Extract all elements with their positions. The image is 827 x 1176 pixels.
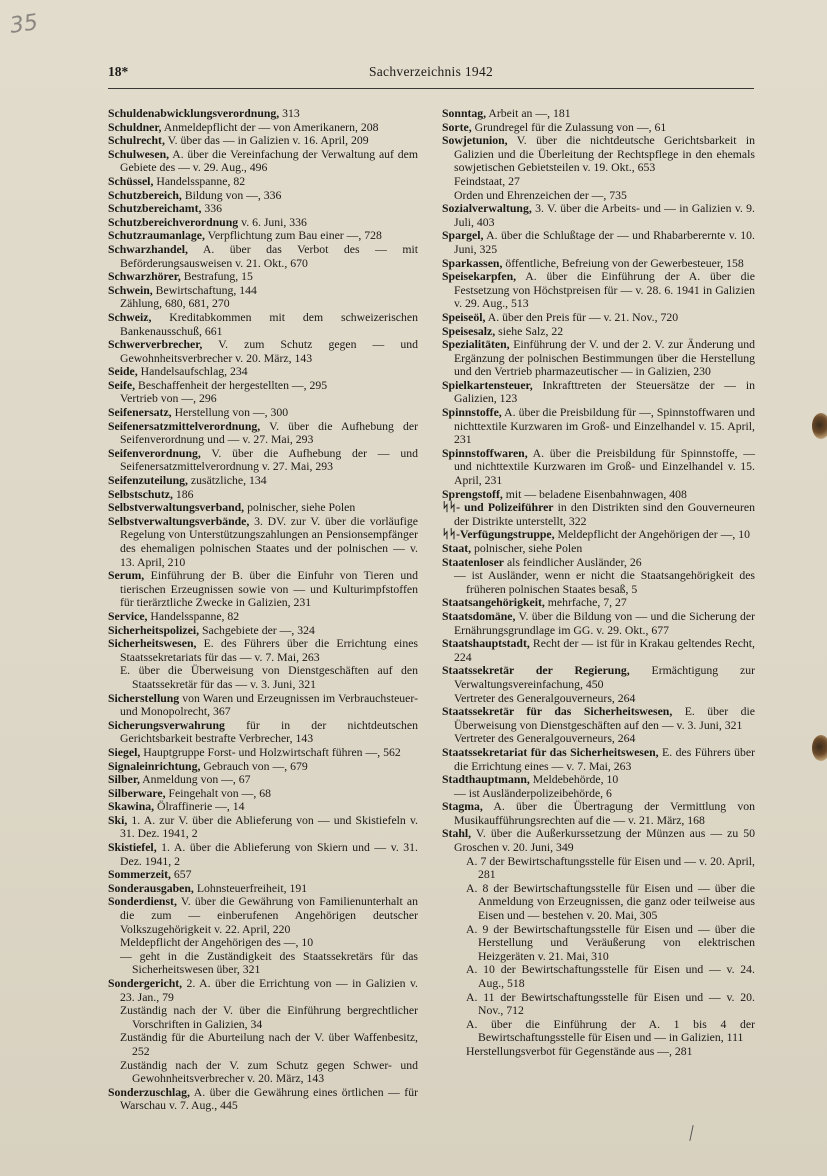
index-entry: [442, 528, 755, 542]
entry-keyword: Schuldner,: [108, 120, 162, 134]
index-entry: [442, 270, 755, 311]
entry-text: v. 6. Juni, 336: [238, 215, 307, 229]
entry-text: als feindlicher Ausländer, 26: [504, 555, 642, 569]
entry-text: Kreditabkommen mit dem schweizerischen Bankenausschuß, 661: [120, 310, 418, 338]
entry-text: V. zum Schutz gegen — und Gewohnheitsverbrecher v. 20. März, 143: [120, 338, 418, 365]
entry-keyword: Signaleinrichtung,: [108, 759, 201, 773]
entry-keyword: Sozialverwaltung,: [442, 202, 532, 216]
index-entry: [442, 406, 755, 447]
entry-text: für in der nichtdeutschen Gerichtsbarkeit bestrafte Verbrecher, 143: [120, 718, 418, 746]
index-subentry: Zuständig nach der V. über die Einführung bergrechtlicher Vorschriften in Galizien, 34: [120, 1004, 418, 1031]
entry-keyword: Selbstverwaltungsverband,: [108, 501, 245, 515]
entry-text: Bestrafung, 15: [180, 270, 253, 284]
entry-keyword: Staatsdomäne,: [442, 609, 516, 623]
entry-text: Ölraffinerie —, 14: [154, 800, 245, 814]
entry-keyword: Sonderdienst,: [108, 895, 177, 909]
index-subentry: Zählung, 680, 681, 270: [120, 297, 230, 311]
index-subentry: Vertrieb von —, 296: [120, 392, 217, 406]
entry-text: mit — beladene Eisenbahnwagen, 408: [502, 487, 687, 501]
index-entry: [442, 447, 755, 488]
entry-keyword: Staat,: [442, 542, 472, 555]
entry-text: E. über die Überweisung von Dienstgeschäften auf den — v. 3. Juni, 321: [454, 705, 755, 732]
entry-text: Bewirtschaftung, 144: [152, 283, 257, 297]
entry-keyword: Staatssekretär für das Sicherheitswesen,: [442, 705, 673, 719]
index-entry: [108, 501, 418, 515]
entry-text: 3. V. über die Arbeits- und — in Galizien v. 9. Juli, 403: [454, 202, 755, 229]
entry-text: Handelsaufschlag, 234: [137, 365, 248, 379]
entry-text: Anmeldepflicht der — von Amerikanern, 208: [161, 120, 379, 134]
entry-text: Meldepflicht der Angehörigen der —, 10: [554, 528, 751, 542]
index-entry: [108, 243, 418, 270]
index-entry: [108, 1086, 418, 1113]
entry-text: Ermächtigung zur Verwaltungsvereinfachung, 450: [454, 664, 755, 691]
index-entry: [442, 134, 755, 175]
entry-text: Handelsspanne, 82: [153, 174, 246, 188]
entry-keyword: Speiseöl,: [442, 310, 486, 324]
pencil-page-mark: 35: [8, 10, 40, 39]
index-subentry: Zuständig für die Aburteilung nach der V. über Waffenbesitz, 252: [120, 1031, 418, 1058]
entry-keyword: Stagma,: [442, 800, 483, 814]
index-entry: [108, 189, 418, 203]
entry-text: A. über die Übertragung der Vermittlung von Musikaufführungsrechten auf die — v. 21. März, 168: [454, 800, 755, 827]
entry-keyword: Staatssekretär der Regierung,: [442, 664, 630, 678]
index-entry: [442, 827, 755, 854]
entry-text: 336: [201, 202, 223, 216]
entry-text: Sachgebiete der —, 324: [199, 623, 315, 637]
index-entry: [108, 284, 418, 298]
header-rule: [108, 88, 754, 89]
entry-keyword: Sicherungsverwahrung: [108, 718, 225, 732]
index-column-left: [108, 107, 418, 1113]
index-entry: [442, 746, 755, 773]
index-entry: [442, 773, 755, 787]
entry-keyword: Schulrecht,: [108, 134, 165, 148]
entry-text: V. über das — in Galizien v. 16. April, 209: [164, 134, 369, 148]
entry-text: 1. A. zur V. über die Ablieferung von — und Skistiefeln v. 31. Dez. 1941, 2: [120, 813, 418, 841]
entry-keyword: Serum,: [108, 569, 145, 583]
index-entry: [108, 773, 418, 787]
entry-keyword: Spargel,: [442, 229, 484, 243]
index-entry: [442, 596, 755, 610]
index-entry: [442, 229, 755, 256]
entry-text: A. über die Preisbildung für Spinnstoffe, — und nichttextile Kurzwaren im Groß- und Einzelhandel v. 15. April, 231: [454, 446, 755, 488]
index-entry: [442, 556, 755, 570]
entry-keyword: Sonntag,: [442, 107, 487, 120]
index-entry: [108, 202, 418, 216]
index-subentry: Orden und Ehrenzeichen der —, 735: [454, 188, 627, 202]
entry-text: Handelsspanne, 82: [147, 609, 240, 623]
entry-keyword: Sparkassen,: [442, 256, 503, 270]
index-entry: [108, 134, 418, 148]
entry-text: siehe Salz, 22: [495, 324, 564, 338]
index-subentry: A. 8 der Bewirtschaftungsstelle für Eisen und — über die Anmeldung von Erzeugnissen, die ganz oder teilweise aus Eisen und — bestehen v. 20. Mai, 305: [466, 881, 755, 923]
index-entry: [108, 216, 418, 230]
entry-keyword: Schwarzhörer,: [108, 270, 181, 284]
index-entry: [442, 338, 755, 379]
entry-keyword: Seide,: [108, 365, 138, 379]
index-entry: [108, 882, 418, 896]
entry-keyword: Sommerzeit,: [108, 868, 171, 882]
index-entry: [442, 257, 755, 271]
index-entry: [108, 406, 418, 420]
entry-text: E. des Führers über die Errichtung eines Staatssekretariats für das — v. 7. Mai, 263: [120, 637, 418, 664]
entry-keyword: Staatshauptstadt,: [442, 637, 530, 651]
entry-text: Bildung von —, 336: [181, 188, 282, 202]
index-subentry: Herstellungsverbot für Gegenstände aus —, 281: [466, 1044, 693, 1058]
index-entry: [108, 800, 418, 814]
index-subentry: Meldepflicht der Angehörigen des —, 10: [120, 936, 314, 950]
entry-text: Beschaffenheit der hergestellten —, 295: [135, 378, 328, 392]
index-entry: [108, 637, 418, 664]
entry-text: Einführung der V. und der 2. V. zur Änderung und Ergänzung der polnischen Bestimmungen über die Herstellung und den Vertrieb pharmazeutischer — in Galizien, 230: [454, 338, 755, 379]
entry-text: 3. DV. zur V. über die vorläufige Regelung von Unterstützungszahlungen an Pensionsempfänger des ehemaligen polnischen Staates und der polnischen — v. 13. April, 210: [120, 514, 418, 569]
entry-text: mehrfache, 7, 27: [544, 596, 627, 610]
index-entry: [108, 311, 418, 338]
entry-text: in den Distrikten sind den Gouverneuren der Distrikte unterstellt, 322: [454, 501, 756, 528]
index-entry: [442, 800, 755, 827]
index-entry: [442, 610, 755, 637]
entry-text: polnischer, siehe Polen: [471, 542, 583, 555]
index-entry: [108, 175, 418, 189]
index-subentry: E. über die Überweisung von Dienstgeschäften auf den Staatssekretär für das — v. 3. Juni, 321: [120, 664, 418, 691]
index-entry: [108, 121, 418, 135]
punch-hole: [812, 413, 827, 439]
index-subentry: Feindstaat, 27: [454, 174, 520, 188]
entry-keyword: Speisekarpfen,: [442, 270, 517, 284]
entry-keyword: Skistiefel,: [108, 841, 157, 855]
entry-text: V. über die Außerkurssetzung der Münzen aus — zu 50 Groschen v. 20. Juni, 349: [454, 827, 755, 855]
index-entry: [108, 692, 418, 719]
entry-text: Hauptgruppe Forst- und Holzwirtschaft führen —, 562: [140, 745, 401, 759]
punch-hole: [812, 735, 827, 761]
entry-keyword: Schweiz,: [108, 310, 152, 324]
entry-text: öffentliche, Befreiung von der Gewerbesteuer, 158: [502, 256, 744, 270]
entry-keyword: Selbstverwaltungsverbände,: [108, 514, 250, 528]
entry-text: V. über die Aufhebung der Seifenverordnung und — v. 27. Mai, 293: [120, 419, 418, 447]
entry-text: A. über die Vereinfachung der Verwaltung auf dem Gebiete des — v. 29. Aug., 496: [120, 147, 418, 175]
index-entry: [108, 474, 418, 488]
entry-text: A. über das Verbot des — mit Beförderungsausweisen v. 21. Okt., 670: [120, 242, 418, 270]
index-entry: [442, 107, 755, 121]
index-entry: [442, 311, 755, 325]
entry-text: A. über die Schlußtage der — und Rhabarberernte v. 10. Juni, 325: [454, 229, 755, 256]
index-entry: [442, 637, 755, 664]
entry-keyword: Selbstschutz,: [108, 487, 173, 501]
entry-keyword: Schwerverbrecher,: [108, 338, 203, 352]
index-entry: [108, 787, 418, 801]
entry-keyword: Schwarzhandel,: [108, 242, 188, 256]
entry-keyword: Schwein,: [108, 283, 153, 297]
entry-keyword: Service,: [108, 609, 148, 623]
entry-keyword: Spinnstoffwaren,: [442, 446, 528, 460]
entry-text: 657: [170, 868, 192, 882]
entry-text: 186: [172, 487, 194, 501]
index-entry: [108, 515, 418, 569]
pencil-tick: [689, 1125, 693, 1141]
entry-text: zusätzliche, 134: [187, 474, 267, 488]
index-entry: [442, 501, 755, 528]
entry-text: A. über die Gewährung eines örtlichen — für Warschau v. 7. Aug., 445: [120, 1085, 418, 1113]
entry-keyword: Schüssel,: [108, 174, 154, 188]
entry-text: Feingehalt von —, 68: [165, 786, 271, 800]
entry-keyword: Staatsangehörigkeit,: [442, 596, 545, 610]
index-entry: [108, 569, 418, 610]
index-entry: [442, 705, 755, 732]
entry-keyword: Silber,: [108, 773, 140, 787]
index-subentry: A. 11 der Bewirtschaftungsstelle für Eisen und — v. 20. Nov., 712: [466, 990, 755, 1018]
index-subentry: Vertreter des Generalgouverneurs, 264: [454, 691, 636, 705]
page-header: [108, 64, 754, 84]
entry-text: Recht der — ist für in Krakau geltendes Recht, 224: [454, 637, 755, 664]
page-number: 18*: [108, 64, 129, 79]
entry-keyword: Stahl,: [442, 827, 472, 841]
entry-keyword: Seifenverordnung,: [108, 446, 201, 460]
entry-keyword: Schutzbereichverordnung: [108, 215, 239, 229]
entry-keyword: Staatssekretariat für das Sicherheitswesen,: [442, 745, 659, 759]
entry-text: von Waren und Erzeugnissen im Verbrauchsteuer- und Monopolrecht, 367: [120, 691, 418, 719]
entry-keyword: Spielkartensteuer,: [442, 378, 533, 392]
index-entry: [108, 719, 418, 746]
entry-text: Gebrauch von —, 679: [200, 759, 308, 773]
index-subentry: — ist Ausländer, wenn er nicht die Staatsangehörigkeit des früheren polnischen Staates besaß, 5: [454, 569, 755, 596]
entry-keyword: Schuldenabwicklungsverordnung,: [108, 107, 280, 120]
index-entry: [442, 379, 755, 406]
index-entry: [108, 814, 418, 841]
entry-keyword: Schutzbereichamt,: [108, 202, 202, 216]
index-entry: [108, 868, 418, 882]
index-entry: [442, 202, 755, 229]
entry-keyword: ᛋᛋ-Verfügungstruppe,: [442, 528, 555, 542]
index-entry: [108, 895, 418, 936]
entry-keyword: Stadthauptmann,: [442, 773, 530, 787]
entry-keyword: Spezialitäten,: [442, 338, 510, 352]
entry-text: Grundregel für die Zulassung von —, 61: [471, 120, 667, 134]
entry-keyword: Seife,: [108, 378, 136, 392]
entry-keyword: ᛋᛋ- und Polizeiführer: [442, 501, 554, 515]
entry-keyword: Sicherstellung: [108, 691, 180, 705]
entry-keyword: Silberware,: [108, 786, 166, 800]
entry-text: Anmeldung von —, 67: [139, 773, 251, 787]
entry-text: V. über die Aufhebung der — und Seifenersatzmittelverordnung v. 27. Mai, 293: [120, 446, 418, 474]
index-entry: [108, 977, 418, 1004]
entry-keyword: Schutzbereich,: [108, 188, 182, 202]
entry-keyword: Speisesalz,: [442, 324, 496, 338]
entry-keyword: Skawina,: [108, 800, 155, 814]
entry-text: Inkrafttreten der Steuersätze der — in Galizien, 123: [454, 378, 755, 406]
entry-text: Herstellung von —, 300: [171, 406, 289, 420]
entry-keyword: Sicherheitswesen,: [108, 637, 197, 651]
index-subentry: A. 9 der Bewirtschaftungsstelle für Eisen und — über die Herstellung und Veräußerung von elektrischen Heizgeräten v. 21. Mai, 310: [466, 922, 755, 963]
entry-text: Verpflichtung zum Bau einer —, 728: [204, 229, 382, 243]
entry-keyword: Seifenzuteilung,: [108, 474, 188, 488]
index-entry: [108, 841, 418, 868]
entry-keyword: Siegel,: [108, 745, 141, 759]
entry-text: V. über die Bildung von — und die Sicherung der Ernährungsgrundlage im GG. v. 29. Okt., 677: [454, 609, 755, 637]
running-title: Sachverzeichnis 1942: [368, 64, 494, 79]
entry-keyword: Sorte,: [442, 120, 472, 134]
entry-keyword: Seifenersatz,: [108, 406, 172, 420]
entry-keyword: Sonderausgaben,: [108, 881, 194, 895]
index-entry: [442, 325, 755, 339]
entry-text: polnischer, siehe Polen: [244, 501, 356, 515]
entry-keyword: Schulwesen,: [108, 147, 170, 161]
entry-text: Meldebehörde, 10: [529, 773, 619, 787]
index-column-right: [442, 107, 755, 1059]
index-subentry: A. 7 der Bewirtschaftungsstelle für Eisen und — v. 20. April, 281: [466, 854, 755, 882]
index-entry: [108, 365, 418, 379]
entry-keyword: Staatenloser: [442, 555, 505, 569]
entry-text: E. des Führers über die Errichtung eines — v. 7. Mai, 263: [454, 745, 755, 773]
index-entry: [108, 338, 418, 365]
index-entry: [108, 610, 418, 624]
index-subentry: — ist Ausländerpolizeibehörde, 6: [454, 786, 612, 800]
entry-keyword: Spinnstoffe,: [442, 406, 502, 420]
entry-text: A. über die Einführung der A. über die Festsetzung von Höchstpreisen für — v. 28. 6. 1941 in Galizien v. 29. Aug., 513: [454, 270, 755, 311]
entry-text: Lohnsteuerfreiheit, 191: [193, 881, 308, 895]
index-subentry: Vertreter des Generalgouverneurs, 264: [454, 732, 636, 746]
index-entry: [108, 270, 418, 284]
index-entry: [108, 760, 418, 774]
index-entry: [108, 488, 418, 502]
index-entry: [442, 488, 755, 502]
entry-keyword: Schutzraumanlage,: [108, 229, 205, 243]
entry-keyword: Sprengstoff,: [442, 487, 503, 501]
index-subentry: — geht in die Zuständigkeit des Staatssekretärs für das Sicherheitswesen über, 321: [120, 949, 418, 977]
index-entry: [108, 746, 418, 760]
entry-text: A. über den Preis für — v. 21. Nov., 720: [485, 310, 679, 324]
index-entry: [108, 379, 418, 393]
index-entry: [108, 624, 418, 638]
index-subentry: A. 10 der Bewirtschaftungsstelle für Eisen und — v. 24. Aug., 518: [466, 963, 755, 990]
index-subentry: Zuständig nach der V. zum Schutz gegen Schwer- und Gewohnheitsverbrecher v. 20. März, 143: [120, 1058, 418, 1086]
entry-keyword: Sondergericht,: [108, 977, 183, 990]
index-entry: [108, 107, 418, 121]
entry-text: Einführung der B. über die Einfuhr von Tieren und tierischen Erzeugnissen sowie von — und Kulturimpfstoffen für tierärztliche Zwecke in Galizien, 231: [120, 569, 418, 610]
entry-text: A. über die Preisbildung für —, Spinnstoffwaren und nichttextile Kurzwaren im Groß- und Einzelhandel v. 15. April, 231: [454, 406, 755, 447]
index-entry: [108, 229, 418, 243]
index-entry: [108, 447, 418, 474]
index-entry: [442, 542, 755, 556]
entry-keyword: Seifenersatzmittelverordnung,: [108, 419, 261, 433]
entry-text: V. über die nichtdeutsche Gerichtsbarkeit in Galizien und die Überleitung der Rechtspflege in den ehemals sowjetischen Gebietsteilen v. 19. Okt., 653: [454, 134, 755, 175]
entry-keyword: Ski,: [108, 813, 128, 827]
entry-keyword: Sonderzuschlag,: [108, 1085, 190, 1099]
index-entry: [442, 664, 755, 691]
entry-text: Arbeit an —, 181: [486, 107, 571, 120]
entry-text: V. über die Gewährung von Familienunterhalt an die zum — einberufenen Angehörigen deutscher Volkszugehörigkeit v. 22. April, 220: [120, 895, 418, 936]
entry-text: 313: [279, 107, 300, 120]
entry-text: 2. A. über die Errichtung von — in Galizien v. 23. Jan., 79: [120, 977, 418, 1004]
index-entry: [108, 420, 418, 447]
index-entry: [442, 121, 755, 135]
entry-keyword: Sowjetunion,: [442, 134, 508, 148]
entry-text: 1. A. über die Ablieferung von Skiern und — v. 31. Dez. 1941, 2: [120, 841, 418, 868]
entry-keyword: Sicherheitspolizei,: [108, 623, 200, 637]
index-entry: [108, 148, 418, 175]
index-subentry: A. über die Einführung der A. 1 bis 4 der Bewirtschaftungsstelle für Eisen und — in Galizien, 111: [466, 1017, 755, 1045]
